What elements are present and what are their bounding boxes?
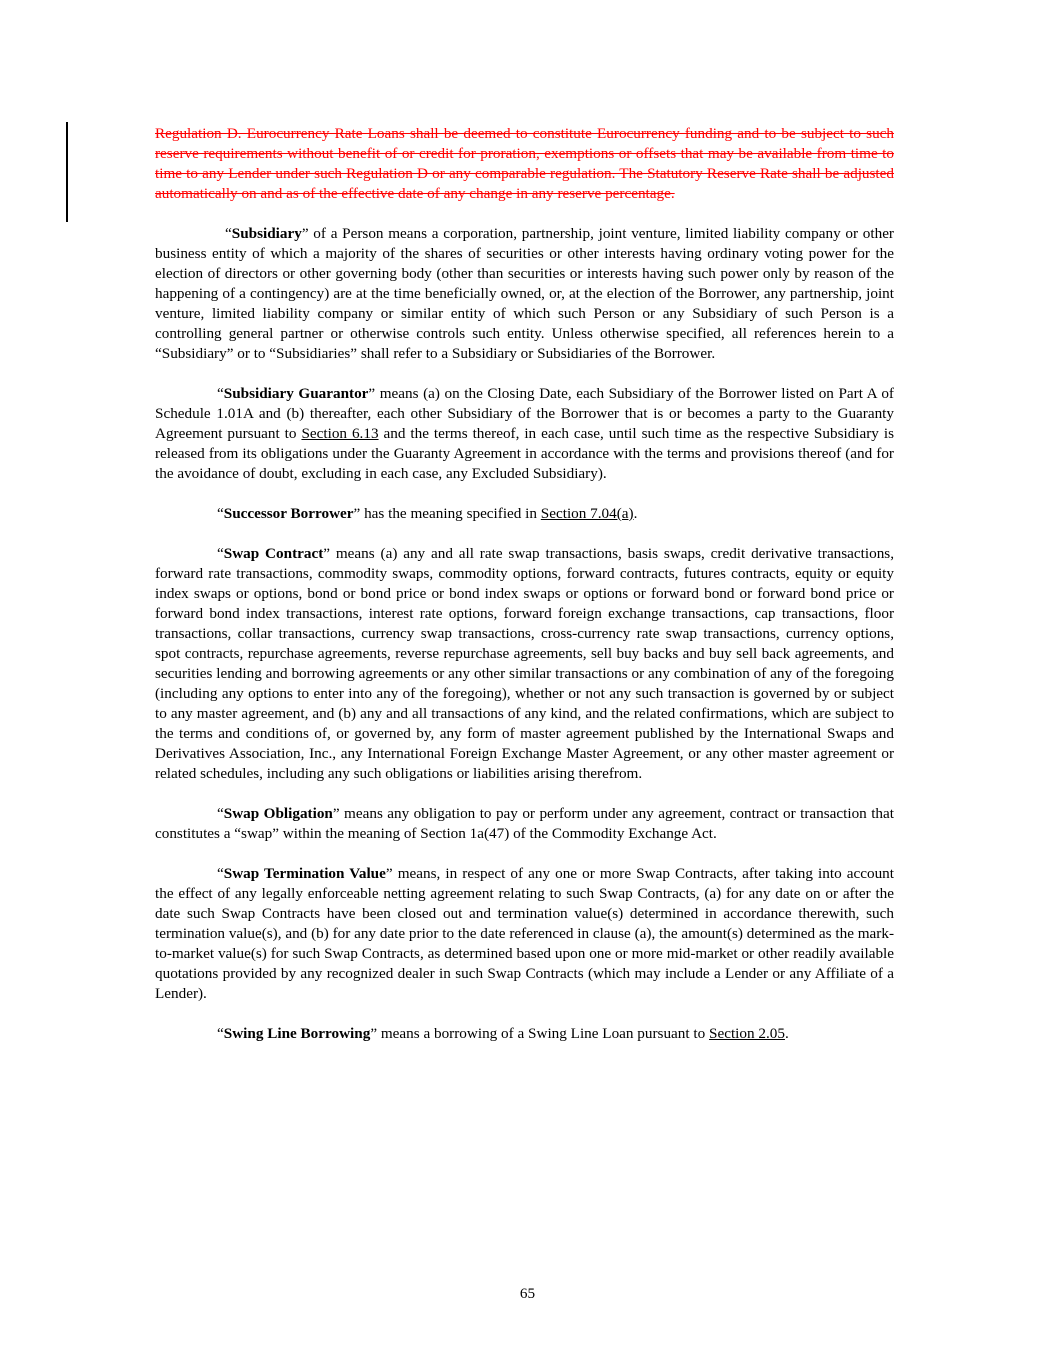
definition-text: means (a) on the Closing Date, each Subsidiary of the Borrower listed on Part A of Schedule 1.01A and (b) thereafter, each other Subsidiary of the Borrower that is or becomes a party to the Guaranty Agreement pursuant to xyxy=(155,385,894,442)
definition-text: means a borrowing of a Swing Line Loan pursuant to xyxy=(377,1025,710,1042)
page-number: 65 xyxy=(519,1285,536,1302)
definition-swap-contract: “Swap Contract” means (a) any and all rate swap transactions, basis swaps, credit derivative transactions, forward rate transactions, commodity swaps, commodity options, forward contracts, futures contracts, equity or equity index swaps or options, bond or bond price or bond index swaps or options or forward bond or forward bond price or forward bond index transactions, interest rate options, forward foreign exchange transactions, cap transactions, floor transactions, collar transactions, currency swap transactions, cross-currency rate swap transactions, currency options, spot contracts, repurchase agreements, reverse repurchase agreements, sell buy backs and buy sell back agreements, and securities lending and borrowing agreements or any other similar transactions or any combination of any of the foregoing (including any options to enter into any of the foregoing), whether or not any such transaction is governed by or subject to any master agreement, and (b) any and all transactions of any kind, and the related confirmations, which are subject to the terms and conditions of, or governed by, any form of master agreement published by the International Swaps and Derivatives Association, Inc., any International Foreign Exchange Master Agreement, or any other master agreement or related schedules, including any such obligations or liabilities arising therefrom. xyxy=(155,545,894,782)
deleted-paragraph: Regulation D. Eurocurrency Rate Loans shall be deemed to constitute Eurocurrency funding and to be subject to such reserve requirements without benefit of or credit for proration, exemptions or offsets that may be available from time to time to any Lender under such Regulation D or any comparable regulation. The Statutory Reserve Rate shall be adjusted automatically on and as of the effective date of any change in any reserve percentage. xyxy=(155,125,894,202)
definition-text: . xyxy=(784,1025,789,1042)
section-reference: Section 7.04(a) xyxy=(540,505,634,522)
definition-text: means any obligation to pay or perform under any agreement, contract or transaction that constitutes a “swap” within the meaning of Section 1a(47) of the Commodity Exchange Act. xyxy=(155,805,894,842)
defined-term: Swap Obligation xyxy=(223,805,333,822)
definition-subsidiary-guarantor: “Subsidiary Guarantor” means (a) on the Closing Date, each Subsidiary of the Borrower listed on Part A of Schedule 1.01A and (b) thereafter, each other Subsidiary of the Borrower that is or becomes a party to the Guaranty Agreement pursuant to Section 6.13 and the terms thereof, in each case, until such time as the respective Subsidiary is released from its obligations under the Guaranty Agreement in accordance with the terms and provisions thereof (and for the avoidance of doubt, excluding in each case, any Excluded Subsidiary). xyxy=(155,385,894,482)
definition-subsidiary: “Subsidiary” of a Person means a corporation, partnership, joint venture, limited liability company or other business entity of which a majority of the shares of securities or other interests having ordinary voting power for the election of directors or other governing body (other than securities or interests having such power only by reason of the happening of a contingency) are at the time beneficially owned, or, at the election of the Borrower, any partnership, joint venture, limited liability company or similar entity of which such Person or any Subsidiary of such Person is a controlling general partner or otherwise controls such entity. Unless otherwise specified, all references herein to a “Subsidiary” or to “Subsidiaries” shall refer to a Subsidiary or Subsidiaries of the Borrower. xyxy=(155,225,894,362)
definition-successor-borrower: “Successor Borrower” has the meaning specified in Section 7.04(a). xyxy=(217,505,638,522)
defined-term: Subsidiary xyxy=(231,225,302,242)
defined-term: Swing Line Borrowing xyxy=(223,1025,371,1042)
definition-text: means (a) any and all rate swap transactions, basis swaps, credit derivative transactions, forward rate transactions, commodity swaps, commodity options, forward contracts, futures contracts, equity or equity index swaps or options, bond or bond price or bond index swaps or options or forward bond or forward bond price or forward bond index transactions, interest rate options, forward foreign exchange transactions, cap transactions, floor transactions, collar transactions, currency swap transactions, cross-currency rate swap transactions, currency options, spot contracts, repurchase agreements, reverse repurchase agreements, sell buy backs and buy sell back agreements, and securities lending and borrowing agreements or any other similar transactions or any combination of any of the foregoing (including any options to enter into any of the foregoing), whether or not any such transaction is governed by or subject to any master agreement, and (b) any and all transactions of any kind, and the related confirmations, which are subject to the terms and conditions of, or governed by, any form of master agreement published by the International Swaps and Derivatives Association, Inc., any International Foreign Exchange Master Agreement, or any other master agreement or related schedules, including any such obligations or liabilities arising therefrom. xyxy=(155,545,894,782)
defined-term: Successor Borrower xyxy=(223,505,354,522)
definition-text: and the terms thereof, in each case, until such time as the respective Subsidiary is released from its obligations under the Guaranty Agreement in accordance with the terms and provisions thereof (and for the avoidance of doubt, excluding in each case, any Excluded Subsidiary). xyxy=(155,425,894,482)
change-bar xyxy=(66,122,68,222)
definition-text: of a Person means a corporation, partnership, joint venture, limited liability company or other business entity of which a majority of the shares of securities or other interests having ordinary voting power for the election of directors or other governing body (other than securities or interests having such power only by reason of the happening of a contingency) are at the time beneficially owned, or, at the election of the Borrower, any partnership, joint venture, limited liability company or similar entity of which such Person or any Subsidiary of such Person is a controlling general partner or otherwise controls such entity. Unless otherwise specified, all references herein to a “Subsidiary” or to “Subsidiaries” shall refer to a Subsidiary or Subsidiaries of the Borrower. xyxy=(155,225,894,362)
definition-swap-obligation: “Swap Obligation” means any obligation to pay or perform under any agreement, contract or transaction that constitutes a “swap” within the meaning of Section 1a(47) of the Commodity Exchange Act. xyxy=(155,805,894,842)
definition-swap-termination-value: “Swap Termination Value” means, in respect of any one or more Swap Contracts, after taking into account the effect of any legally enforceable netting agreement relating to such Swap Contracts, (a) for any date on or after the date such Swap Contracts have been closed out and termination value(s) determined in accordance therewith, such termination value(s), and (b) for any date prior to the date referenced in clause (a), the amount(s) determined as the mark-to-market value(s) for such Swap Contracts, as determined based upon one or more mid-market or other readily available quotations provided by any recognized dealer in such Swap Contracts (which may include a Lender or any Affiliate of a Lender). xyxy=(155,865,894,1002)
definition-text: has the meaning specified in xyxy=(360,505,541,522)
document-body xyxy=(155,124,894,1064)
section-reference: Section 6.13 xyxy=(301,425,379,442)
defined-term: Swap Contract xyxy=(223,545,324,562)
defined-term: Subsidiary Guarantor xyxy=(223,385,369,402)
section-reference: Section 2.05 xyxy=(709,1025,785,1042)
definition-text: means, in respect of any one or more Swap Contracts, after taking into account the effect of any legally enforceable netting agreement relating to such Swap Contracts, (a) for any date on or after the date such Swap Contracts have been closed out and termination value(s) determined in accordance therewith, such termination value(s), and (b) for any date prior to the date referenced in clause (a), the amount(s) determined as the mark-to-market value(s) for such Swap Contracts, as determined based upon one or more mid-market or other readily available quotations provided by any recognized dealer in such Swap Contracts (which may include a Lender or any Affiliate of a Lender). xyxy=(155,865,894,1002)
definition-swing-line-borrowing: “Swing Line Borrowing” means a borrowing of a Swing Line Loan pursuant to Section 2.05. xyxy=(217,1025,789,1042)
definition-text: . xyxy=(633,505,638,522)
defined-term: Swap Termination Value xyxy=(223,865,386,882)
